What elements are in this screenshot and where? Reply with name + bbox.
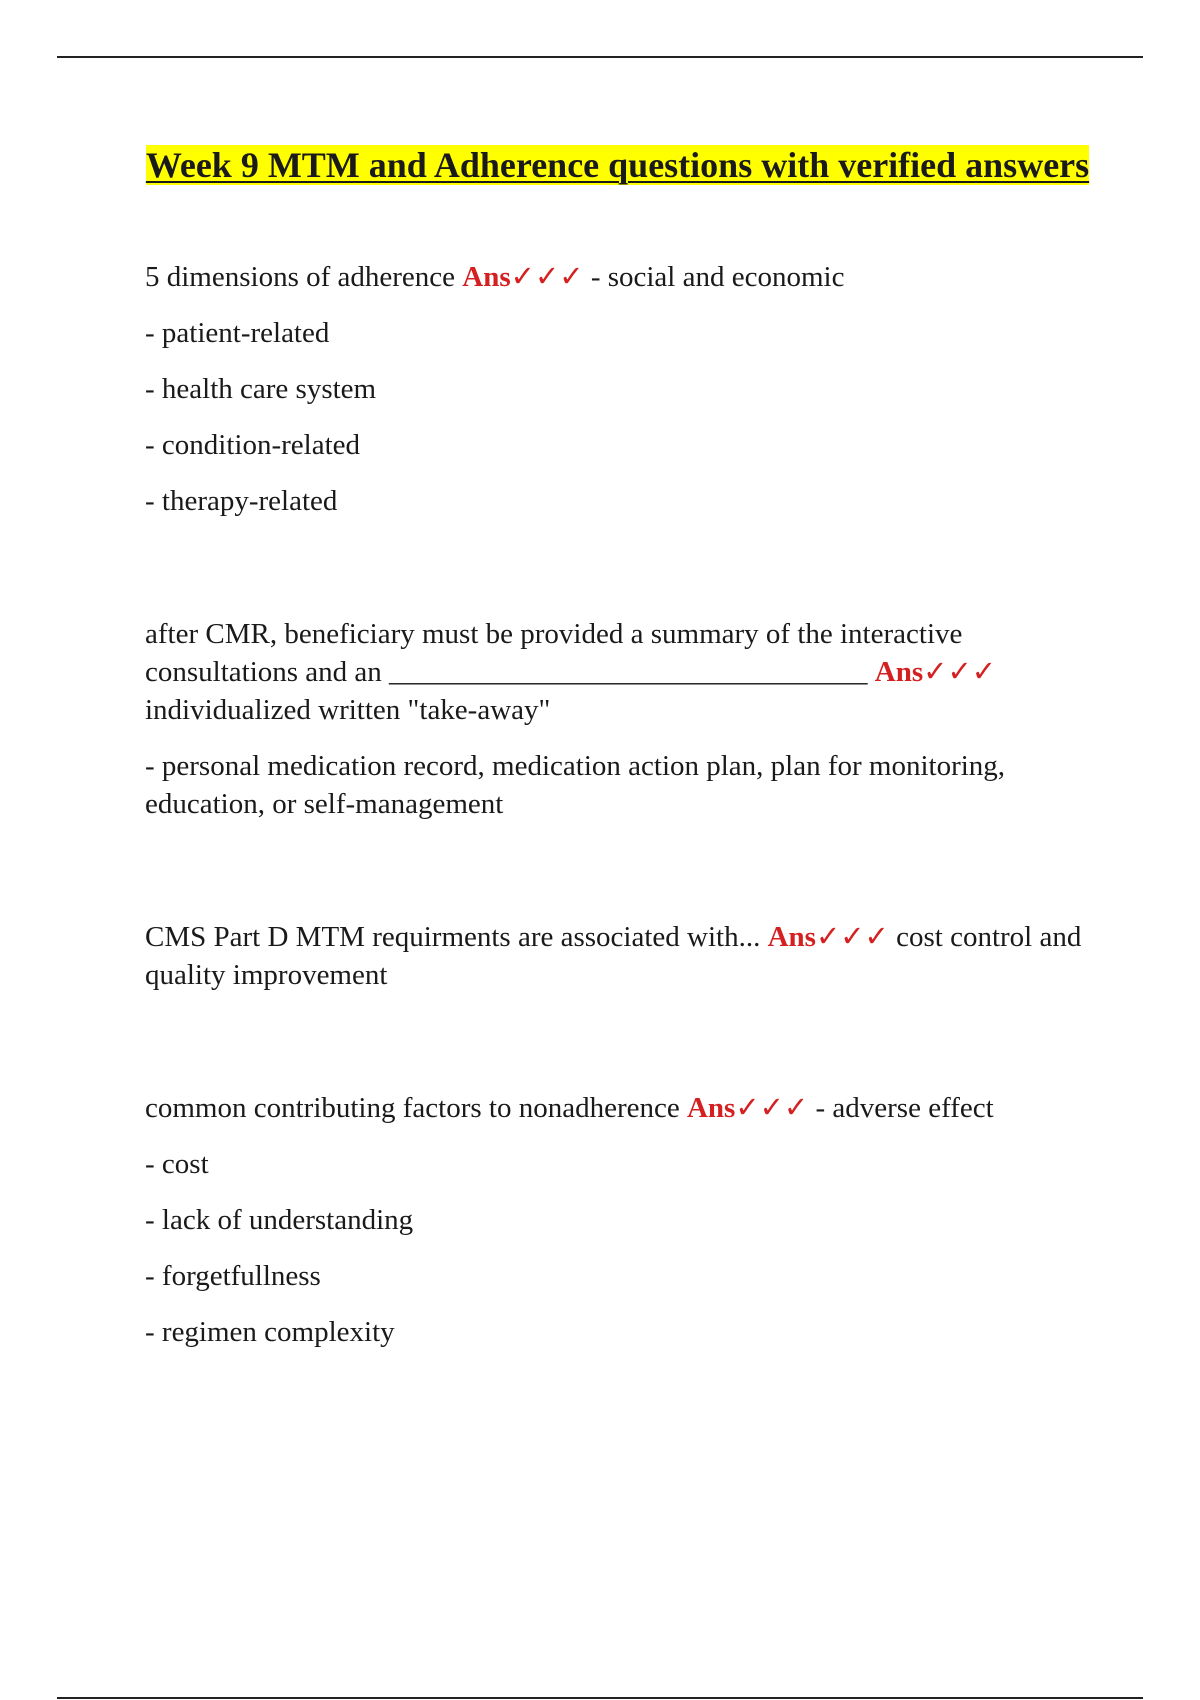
check-marks: ✓✓✓: [815, 921, 889, 953]
answer-text: - adverse effect: [815, 1092, 994, 1124]
spacer: [145, 538, 1085, 615]
document-title: [100, 140, 1135, 190]
question-1: 5 dimensions of adherence Ans✓✓✓ - social and economic: [145, 261, 845, 293]
document-title-text: Week 9 MTM and Adherence questions with verified answers: [145, 145, 1090, 185]
footer-rule: [57, 1697, 1143, 1699]
answer-line: - health care system: [145, 373, 377, 405]
check-marks: ✓✓✓: [510, 261, 584, 293]
answer-marker: Ans: [874, 656, 924, 688]
answer-marker: Ans: [686, 1092, 736, 1124]
answer-line: - cost: [145, 1148, 209, 1180]
answer-line: - forgetfullness: [145, 1260, 321, 1292]
answer-line: - condition-related: [145, 429, 360, 461]
answer-line: - personal medication record, medication action plan, plan for monitoring, education, or self-management: [145, 750, 1006, 820]
header-rule: [57, 56, 1143, 58]
document-body: [145, 258, 1085, 1369]
answer-line: - patient-related: [145, 317, 330, 349]
answer-line: - therapy-related: [145, 485, 338, 517]
question-2: after CMR, beneficiary must be provided a summary of the interactive consultations and an _________________________________ Ans✓✓✓ individualized written "take-away": [145, 618, 997, 726]
answer-line: - lack of understanding: [145, 1204, 414, 1236]
check-marks: ✓✓✓: [735, 1092, 809, 1124]
answer-marker: Ans: [767, 921, 816, 953]
spacer: [145, 1012, 1085, 1089]
spacer: [145, 841, 1085, 918]
question-4: common contributing factors to nonadherence Ans✓✓✓ - adverse effect: [145, 1092, 994, 1124]
answer-marker: Ans: [462, 261, 511, 293]
answer-text: individualized written "take-away": [145, 694, 551, 726]
answer-text: - social and economic: [590, 261, 845, 293]
question-3: CMS Part D MTM requirments are associated with... Ans✓✓✓ cost control and quality improvement: [145, 921, 1082, 991]
answer-line: - regimen complexity: [145, 1316, 395, 1348]
answer-text: cost control and quality improvement: [145, 921, 1082, 991]
check-marks: ✓✓✓: [923, 656, 997, 688]
